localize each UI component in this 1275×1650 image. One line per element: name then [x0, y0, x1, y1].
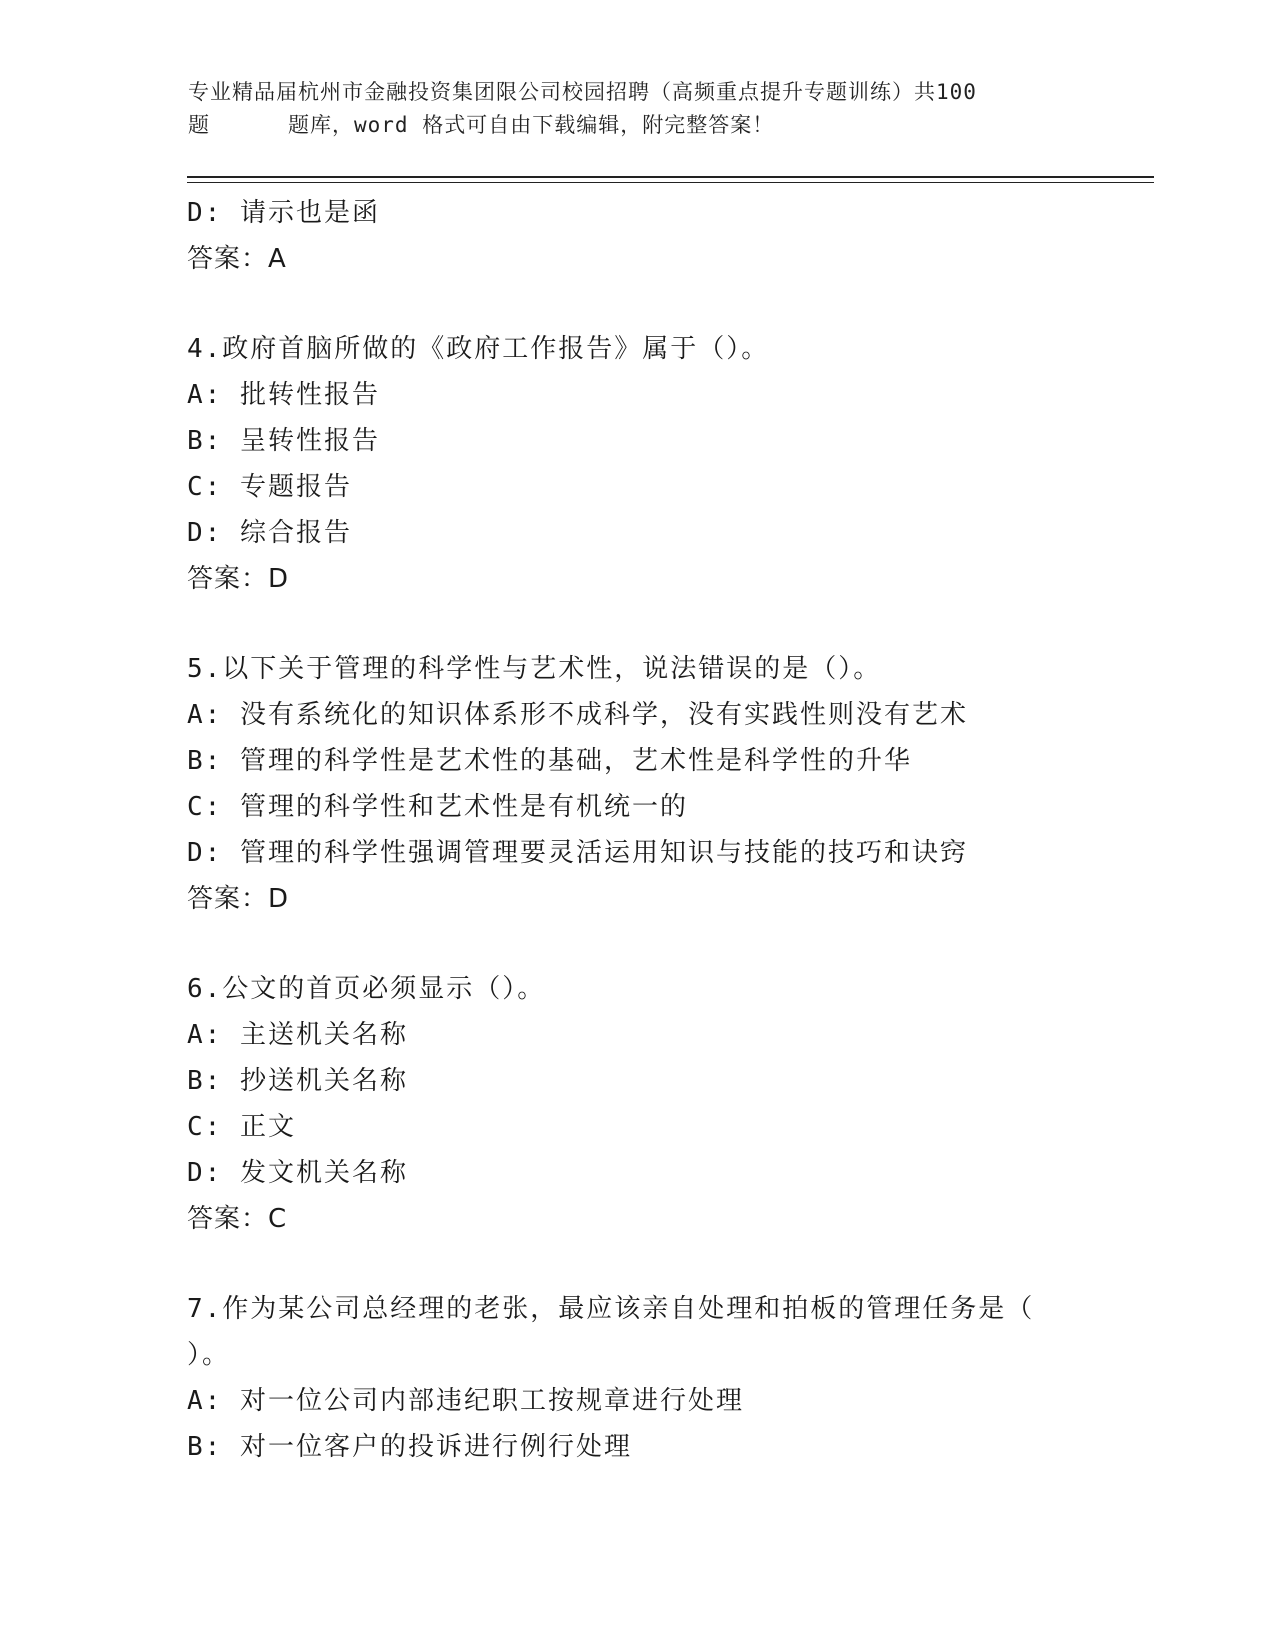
answer: 答案：D — [187, 884, 290, 914]
question-text: 6.公文的首页必须显示（）。 — [187, 974, 546, 1004]
option-a: A: 主送机关名称 — [187, 1020, 408, 1050]
option-b: B: 抄送机关名称 — [187, 1066, 408, 1096]
option-d: D: 管理的科学性强调管理要灵活运用知识与技能的技巧和诀窍 — [187, 838, 968, 868]
question-3-tail — [187, 190, 1087, 282]
answer: 答案：A — [187, 244, 287, 274]
question-4 — [187, 326, 1087, 602]
header-line-2-left: 题 — [188, 113, 210, 137]
option-a: A: 对一位公司内部违纪职工按规章进行处理 — [187, 1386, 744, 1416]
question-text: 5.以下关于管理的科学性与艺术性，说法错误的是（）。 — [187, 654, 882, 684]
question-text: 4.政府首脑所做的《政府工作报告》属于（）。 — [187, 334, 770, 364]
document-header — [188, 76, 1088, 142]
question-7 — [187, 1286, 1087, 1470]
option-a: A: 批转性报告 — [187, 380, 380, 410]
option-d: D: 综合报告 — [187, 518, 352, 548]
question-6 — [187, 966, 1087, 1242]
option-d: D: 请示也是函 — [187, 198, 380, 228]
question-text-line-1: 7.作为某公司总经理的老张，最应该亲自处理和拍板的管理任务是（ — [187, 1294, 1035, 1324]
question-list — [187, 190, 1087, 1470]
option-c: C: 正文 — [187, 1112, 296, 1142]
header-rule-thick — [187, 176, 1154, 178]
option-d: D: 发文机关名称 — [187, 1158, 408, 1188]
header-line-2-right: 题库，word 格式可自由下载编辑，附完整答案！ — [288, 113, 775, 137]
option-a: A: 没有系统化的知识体系形不成科学，没有实践性则没有艺术 — [187, 700, 968, 730]
option-c: C: 管理的科学性和艺术性是有机统一的 — [187, 792, 688, 822]
answer: 答案：C — [187, 1204, 288, 1234]
answer: 答案：D — [187, 564, 290, 594]
question-text-line-2: ）。 — [187, 1340, 231, 1370]
option-b: B: 管理的科学性是艺术性的基础，艺术性是科学性的升华 — [187, 746, 912, 776]
question-5 — [187, 646, 1087, 922]
header-line-1: 专业精品届杭州市金融投资集团限公司校园招聘（高频重点提升专题训练）共100 — [188, 80, 977, 104]
header-line-2 — [188, 109, 1088, 142]
header-rule-thin — [187, 182, 1154, 183]
option-b: B: 对一位客户的投诉进行例行处理 — [187, 1432, 632, 1462]
option-b: B: 呈转性报告 — [187, 426, 380, 456]
option-c: C: 专题报告 — [187, 472, 352, 502]
